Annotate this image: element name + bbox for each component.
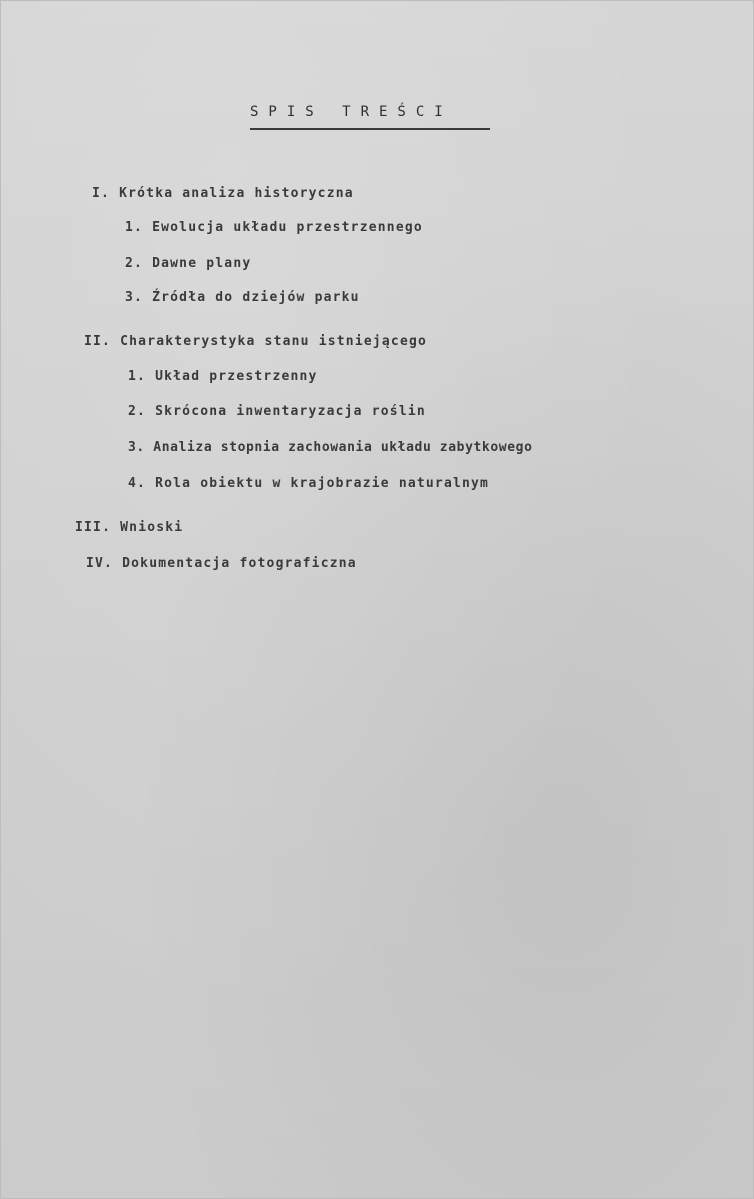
- toc-label: Wnioski: [120, 520, 184, 535]
- toc-number: 1.: [128, 369, 147, 384]
- toc-label: Dawne plany: [152, 256, 252, 271]
- toc-item-section-4: [86, 556, 357, 571]
- toc-item-section-1: [92, 186, 354, 201]
- toc-label: Charakterystyka stanu istniejącego: [120, 334, 428, 349]
- toc-item-2-3: [128, 440, 533, 455]
- toc-label: Krótka analiza historyczna: [119, 186, 354, 201]
- toc-number: 2.: [125, 256, 144, 271]
- toc-label: Dokumentacja fotograficzna: [122, 556, 357, 571]
- toc-label: Analiza stopnia zachowania układu zabytkowego: [153, 440, 533, 455]
- toc-number: IV.: [86, 556, 114, 571]
- toc-item-1-3: [125, 290, 360, 305]
- page-title: SPIS TREŚCI: [250, 104, 453, 120]
- toc-label: Układ przestrzenny: [155, 369, 318, 384]
- toc-number: 3.: [128, 440, 145, 455]
- toc-item-section-3: [75, 520, 183, 535]
- toc-item-section-2: [84, 334, 427, 349]
- toc-item-2-1: [128, 369, 318, 384]
- toc-label: Rola obiektu w krajobrazie naturalnym: [155, 476, 490, 491]
- toc-label: Ewolucja układu przestrzennego: [152, 220, 423, 235]
- toc-item-2-4: [128, 476, 489, 491]
- toc-number: III.: [75, 520, 112, 535]
- toc-item-1-2: [125, 256, 251, 271]
- toc-label: Źródła do dziejów parku: [152, 290, 360, 305]
- toc-item-2-2: [128, 404, 426, 419]
- toc-number: 1.: [125, 220, 144, 235]
- toc-number: 4.: [128, 476, 147, 491]
- toc-item-1-1: [125, 220, 423, 235]
- toc-number: II.: [84, 334, 112, 349]
- toc-label: Skrócona inwentaryzacja roślin: [155, 404, 426, 419]
- title-underline: [250, 128, 490, 130]
- toc-number: 2.: [128, 404, 147, 419]
- toc-number: 3.: [125, 290, 144, 305]
- toc-number: I.: [92, 186, 111, 201]
